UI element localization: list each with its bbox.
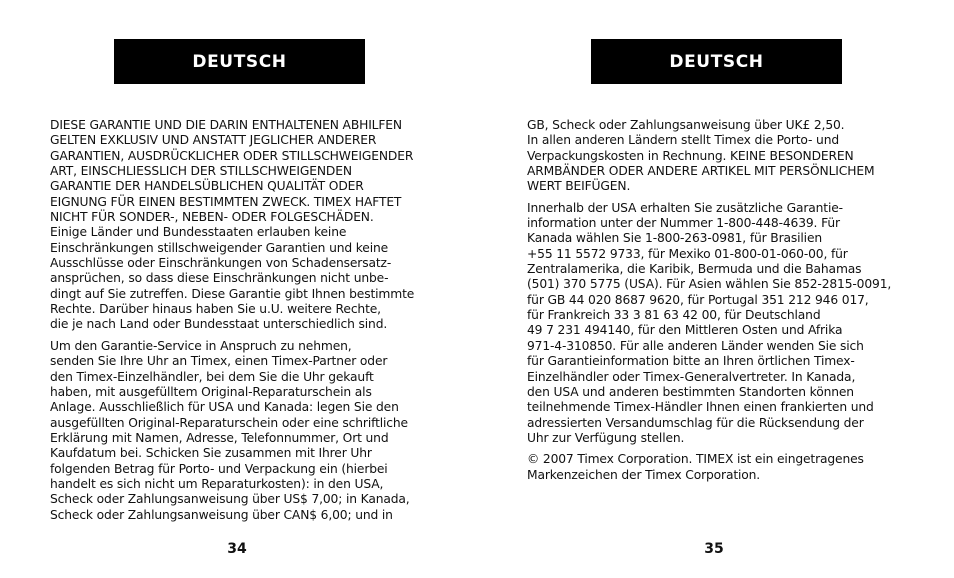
body-text	[527, 118, 912, 483]
shipping-costs-paragraph: GB, Scheck oder Zahlungsanweisung über UK£ 2,50. In allen anderen Ländern stellt Timex die Porto- und Verpackungskosten in Rechnung. KEINE BESONDEREN ARMBÄNDER ODER ANDERE ARTIKEL MIT PERSÖNLICHEM WERT BEIFÜGEN.	[527, 118, 875, 194]
warranty-service-paragraph: Um den Garantie-Service in Anspruch zu nehmen, senden Sie Ihre Uhr an Timex, einen Timex-Partner oder den Timex-Einzelhändler, bei dem Sie die Uhr gekauft haben, mit ausgefülltem Original-Reparaturschein als Anlage. Ausschließlich für USA und Kanada: legen Sie den ausgefüllten Original-Reparaturschein oder eine schriftliche Erklärung mit Namen, Adresse, Telefonnummer, Ort und Kaufdatum bei. Schicken Sie zusammen mit Ihrer Uhr folgenden Betrag für Porto- und Verpackung ein (hierbei handelt es sich nicht um Reparaturkosten): in den USA, Scheck oder Zahlungsanweisung über US$ 7,00; in Kanada, Scheck oder Zahlungsanweisung über CAN$ 6,00; und in	[50, 338, 410, 522]
copyright-paragraph: © 2007 Timex Corporation. TIMEX ist ein eingetragenes Markenzeichen der Timex Corporation.	[527, 452, 864, 482]
contact-numbers-paragraph: Innerhalb der USA erhalten Sie zusätzliche Garantie- information unter der Nummer 1-800-448-4639. Für Kanada wählen Sie 1-800-263-0981, für Brasilien +55 11 5572 9733, für Mexiko 01-800-01-060-00, für Zentralamerika, die Karibik, Bermuda und die Bahamas (501) 370 5775 (USA). Für Asien wählen Sie 852-2815-0091, für GB 44 020 8687 9620, für Portugal 351 212 946 017, für Frankreich 33 3 81 63 42 00, für Deutschland 49 7 231 494140, für den Mittleren Osten und Afrika 971-4-310850. Für alle anderen Länder wenden Sie sich für Garantieinformation bitte an Ihren örtlichen Timex- Einzelhändler oder Timex-Generalvertreter. In Kanada, den USA und anderen bestimmten Standorten können teilnehmende Timex-Händler Ihnen einen frankierten und adressierten Versandumschlag für die Rücksendung der Uhr zur Verfügung stellen.	[527, 200, 892, 445]
body-text	[50, 118, 435, 523]
language-header-bar	[591, 39, 842, 84]
page-number: 34	[227, 541, 247, 557]
warranty-disclaimer-paragraph: DIESE GARANTIE UND DIE DARIN ENTHALTENEN ABHILFEN GELTEN EXKLUSIV UND ANSTATT JEGLICHER ANDERER GARANTIEN, AUSDRÜCKLICHER ODER STILLSCHWEIGENDER ART, EINSCHLIESSLICH DER STILLSCHWEIGENDEN GARANTIE DER HANDELSÜBLICHEN QUALITÄT ODER EIGNUNG FÜR EINEN BESTIMMTEN ZWECK. TIMEX HAFTET NICHT FÜR SONDER-, NEBEN- ODER FOLGESCHÄDEN. Einige Länder und Bundesstaaten erlauben keine Einschränkungen stillschweigender Garantien und keine Ausschlüsse oder Einschränkungen von Schadensersatz- ansprüchen, so dass diese Einschränkungen nicht unbe- dingt auf Sie zutreffen. Diese Garantie gibt Ihnen bestimmte Rechte. Darüber hinaus haben Sie u.U. weitere Rechte, die je nach Land oder Bundesstaat unterschiedlich sind.	[50, 118, 415, 332]
language-header-label: DEUTSCH	[669, 51, 764, 72]
language-header-label: DEUTSCH	[192, 51, 287, 72]
page-number: 35	[704, 541, 724, 557]
right-page	[477, 0, 954, 578]
language-header-bar	[114, 39, 365, 84]
